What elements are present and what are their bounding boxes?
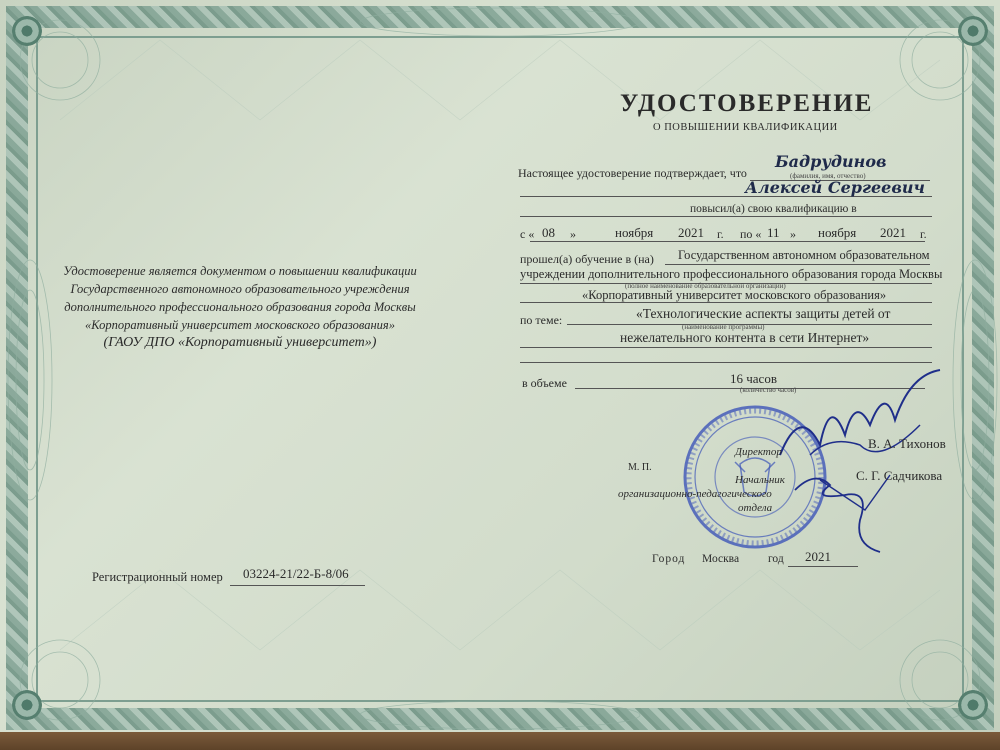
trained-label: прошел(а) обучение в (на) (520, 252, 654, 266)
registration-label: Регистрационный номер (92, 570, 223, 584)
corner-rosette (958, 16, 988, 46)
volume-hint: (количество часов) (740, 386, 797, 394)
separator-line (520, 216, 932, 217)
corner-rosette (12, 690, 42, 720)
period-from-month: ноября (615, 225, 654, 240)
volume-value: 16 часов (730, 371, 777, 386)
city-label: Город (652, 553, 686, 565)
organization-line-2: учреждении дополнительного профессионального образования города Москвы (520, 267, 943, 281)
topic-label: по теме: (520, 313, 563, 327)
corner-rosette (12, 16, 42, 46)
director-label: Директор (735, 446, 782, 458)
period-from-day: 08 (542, 225, 555, 240)
name-hint: (фамилия, имя, отчество) (790, 172, 866, 180)
period-from-prefix: с « (520, 227, 535, 241)
organization-hint: (полное наименование образовательной организации) (625, 282, 786, 290)
registration-underline (230, 585, 365, 586)
topic-line-2: нежелательного контента в сети Интернет» (620, 330, 870, 345)
description-line: дополнительного профессионального образования города Москвы (64, 300, 416, 314)
topic-underline (520, 347, 932, 348)
organization-line-3: «Корпоративный университет московского образования» (582, 288, 887, 302)
topic-underline (520, 362, 932, 363)
corner-rosette (958, 690, 988, 720)
period-from-year: 2021 (678, 225, 704, 240)
director-name: В. А. Тихонов (868, 436, 946, 451)
period-to-day: 11 (767, 225, 780, 240)
description-line: Государственного автономного образовательного учреждения (70, 282, 410, 296)
head-department-2: отдела (738, 502, 773, 514)
period-to-prefix: по « (740, 227, 762, 241)
head-name: С. Г. Садчикова (856, 468, 943, 483)
year-suffix: г. (717, 227, 724, 241)
description-line: «Корпоративный университет московского образования» (85, 318, 395, 332)
org-underline (520, 302, 932, 303)
city-name: Москва (702, 553, 740, 565)
topic-line-1: «Технологические аспекты защиты детей от (636, 306, 891, 321)
year-suffix: г. (920, 227, 927, 241)
description-line: (ГАОУ ДПО «Корпоративный университет») (103, 335, 377, 350)
confirms-label: Настоящее удостоверение подтверждает, что (518, 166, 747, 180)
registration-number: 03224-21/22-Б-8/06 (243, 566, 349, 581)
period-underline (530, 241, 925, 242)
organization-line-1: Государственном автономном образовательном (678, 248, 930, 262)
surname: Бадрудинов (775, 152, 887, 171)
year-underline (788, 566, 858, 567)
org-underline (665, 264, 930, 265)
year-label: год (768, 553, 784, 565)
period-quote: » (570, 227, 576, 241)
table-surface (0, 732, 1000, 750)
head-label: Начальник (735, 474, 785, 486)
description-line: Удостоверение является документом о повышении квалификации (63, 264, 417, 278)
head-department: организационно-педагогического (618, 488, 772, 500)
topic-hint: (наименование программы) (682, 323, 765, 331)
year-value: 2021 (805, 549, 831, 564)
stamp-place-label: М. П. (628, 462, 652, 473)
given-names: Алексей Сергеевич (745, 178, 925, 197)
document-title: УДОСТОВЕРЕНИЕ (620, 90, 874, 117)
raised-text: повысил(а) свою квалификацию в (690, 203, 857, 215)
period-quote: » (790, 227, 796, 241)
period-to-month: ноября (818, 225, 857, 240)
volume-label: в объеме (522, 376, 567, 390)
document-subtitle: О ПОВЫШЕНИИ КВАЛИФИКАЦИИ (653, 122, 838, 133)
document-description (30, 262, 450, 352)
period-to-year: 2021 (880, 225, 906, 240)
